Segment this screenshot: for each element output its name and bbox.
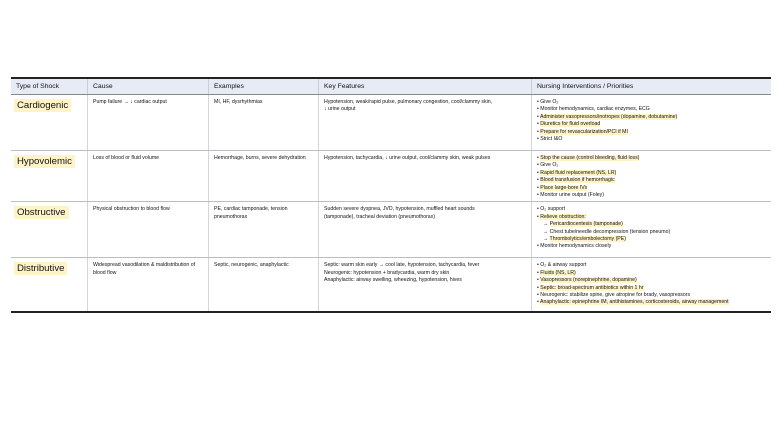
- intervention-text: Neurogenic: stabilize spine, give atropine for brady, vasopressors: [540, 292, 691, 299]
- intervention-text: Pericardiocentesis (tamponade): [549, 221, 623, 228]
- features-cell: [319, 202, 532, 258]
- cause-cell: Loss of blood or fluid volume: [88, 151, 209, 202]
- feature-line: Sudden severe dyspnea, JVD, hypotension, muffled heart sounds: [324, 206, 475, 213]
- type-cell: [11, 151, 88, 202]
- intervention-item: [537, 170, 766, 177]
- intervention-item: [537, 292, 766, 299]
- feature-line: ↓ urine output: [324, 106, 356, 113]
- intervention-text: Stop the cause (control bleeding, fluid loss): [540, 155, 640, 161]
- shock-type-label: Obstructive: [14, 206, 69, 219]
- examples-cell: MI, HF, dysrhythmias: [209, 95, 319, 151]
- intervention-text: Chest tube/needle decompression (tension pneumo): [549, 228, 671, 235]
- feature-line: Hypotension, tachycardia, ↓ urine output, cool/clammy skin, weak pulses: [324, 155, 491, 161]
- intervention-item: [537, 262, 766, 269]
- intervention-item: [537, 236, 766, 243]
- intervention-item: [537, 192, 766, 199]
- table-header-row: [11, 78, 771, 95]
- examples-cell: PE, cardiac tamponade, tension pneumothorax: [209, 202, 319, 258]
- intervention-item: [537, 162, 766, 169]
- intervention-item: [537, 214, 766, 221]
- feature-line: Hypotension, weak/rapid pulse, pulmonary congestion, cool/clammy skin,: [324, 99, 493, 105]
- interventions-list: [537, 99, 766, 143]
- intervention-text: Rapid fluid replacement (NS, LR): [540, 169, 617, 176]
- interventions-list: [537, 155, 766, 199]
- table-row: [11, 258, 771, 313]
- header-cause: Cause: [88, 78, 209, 95]
- intervention-item: [537, 99, 766, 106]
- intervention-item: [537, 270, 766, 277]
- interventions-list: [537, 206, 766, 250]
- examples-cell: Hemorrhage, burns, severe dehydration: [209, 151, 319, 202]
- shock-table-container: [11, 77, 771, 313]
- intervention-text: Prepare for revascularization/PCI if MI: [540, 128, 628, 135]
- intervention-text: Monitor hemodynamics, cardiac enzymes, ECG: [540, 106, 650, 113]
- header-interventions: Nursing Interventions / Priorities: [532, 78, 772, 95]
- intervention-text: Strict I&O: [540, 136, 563, 143]
- intervention-item: [537, 114, 766, 121]
- table-row: [11, 151, 771, 202]
- intervention-item: [537, 155, 766, 162]
- examples-cell: Septic, neurogenic, anaphylactic: [209, 258, 319, 313]
- shock-type-label: Distributive: [14, 262, 67, 275]
- feature-line: Neurogenic: hypotension + bradycardia, warm dry skin: [324, 269, 450, 276]
- interventions-cell: [532, 151, 772, 202]
- header-key-features: Key Features: [319, 78, 532, 95]
- intervention-item: [537, 221, 766, 228]
- table-row: [11, 202, 771, 258]
- header-type: Type of Shock: [11, 78, 88, 95]
- intervention-item: [537, 243, 766, 250]
- intervention-text: O₂ support: [540, 206, 566, 213]
- intervention-item: [537, 229, 766, 236]
- intervention-text: Anaphylactic: epinephrine IM, antihistamines, corticosteroids, airway management: [539, 299, 729, 306]
- intervention-text: Vasopressors (norepinephrine, dopamine): [540, 277, 637, 284]
- interventions-cell: [532, 202, 772, 258]
- intervention-item: [537, 299, 766, 306]
- intervention-item: [537, 177, 766, 184]
- cause-cell: Pump failure → ↓ cardiac output: [88, 95, 209, 151]
- type-cell: [11, 95, 88, 151]
- intervention-text: Give O₂: [540, 99, 559, 105]
- shock-type-label: Hypovolemic: [14, 155, 75, 168]
- intervention-item: [537, 106, 766, 113]
- intervention-text: Blood transfusion if hemorrhagic: [540, 177, 615, 184]
- intervention-item: [537, 285, 766, 292]
- intervention-text: Place large-bore IVs: [540, 184, 588, 191]
- interventions-list: [537, 262, 766, 306]
- feature-line: (tamponade), tracheal deviation (pneumothorax): [324, 213, 436, 220]
- shock-types-table: [11, 77, 771, 313]
- intervention-text: Relieve obstruction:: [540, 213, 586, 220]
- cause-cell: Physical obstruction to blood flow: [88, 202, 209, 258]
- intervention-text: Monitor hemodynamics closely: [540, 243, 612, 250]
- intervention-text: Administer vasopressors/inotropes (dopamine, dobutamine): [539, 113, 678, 120]
- header-examples: Examples: [209, 78, 319, 95]
- intervention-item: [537, 136, 766, 143]
- intervention-item: [537, 121, 766, 128]
- cause-cell: Widespread vasodilation & maldistribution of blood flow: [88, 258, 209, 313]
- table-row: [11, 95, 771, 151]
- intervention-text: Septic: broad-spectrum antibiotics within 1 hr: [540, 284, 644, 291]
- intervention-text: Monitor urine output (Foley): [540, 192, 604, 199]
- intervention-text: Fluids (NS, LR): [540, 269, 576, 276]
- intervention-text: Diuretics for fluid overload: [540, 121, 601, 128]
- interventions-cell: [532, 258, 772, 313]
- intervention-text: O₂ & airway support: [540, 262, 587, 269]
- features-cell: [319, 95, 532, 151]
- intervention-item: [537, 129, 766, 136]
- intervention-item: [537, 185, 766, 192]
- intervention-text: Thrombolytics/embolectomy (PE): [549, 236, 626, 243]
- intervention-item: [537, 277, 766, 284]
- type-cell: [11, 258, 88, 313]
- features-cell: [319, 151, 532, 202]
- feature-line: Septic: warm skin early → cool late, hypotension, tachycardia, fever: [324, 262, 480, 269]
- shock-type-label: Cardiogenic: [14, 99, 71, 112]
- interventions-cell: [532, 95, 772, 151]
- feature-line: Anaphylactic: airway swelling, wheezing, hypotension, hives: [324, 277, 462, 284]
- features-cell: [319, 258, 532, 313]
- intervention-text: Give O₂: [540, 162, 559, 169]
- intervention-item: [537, 206, 766, 213]
- type-cell: [11, 202, 88, 258]
